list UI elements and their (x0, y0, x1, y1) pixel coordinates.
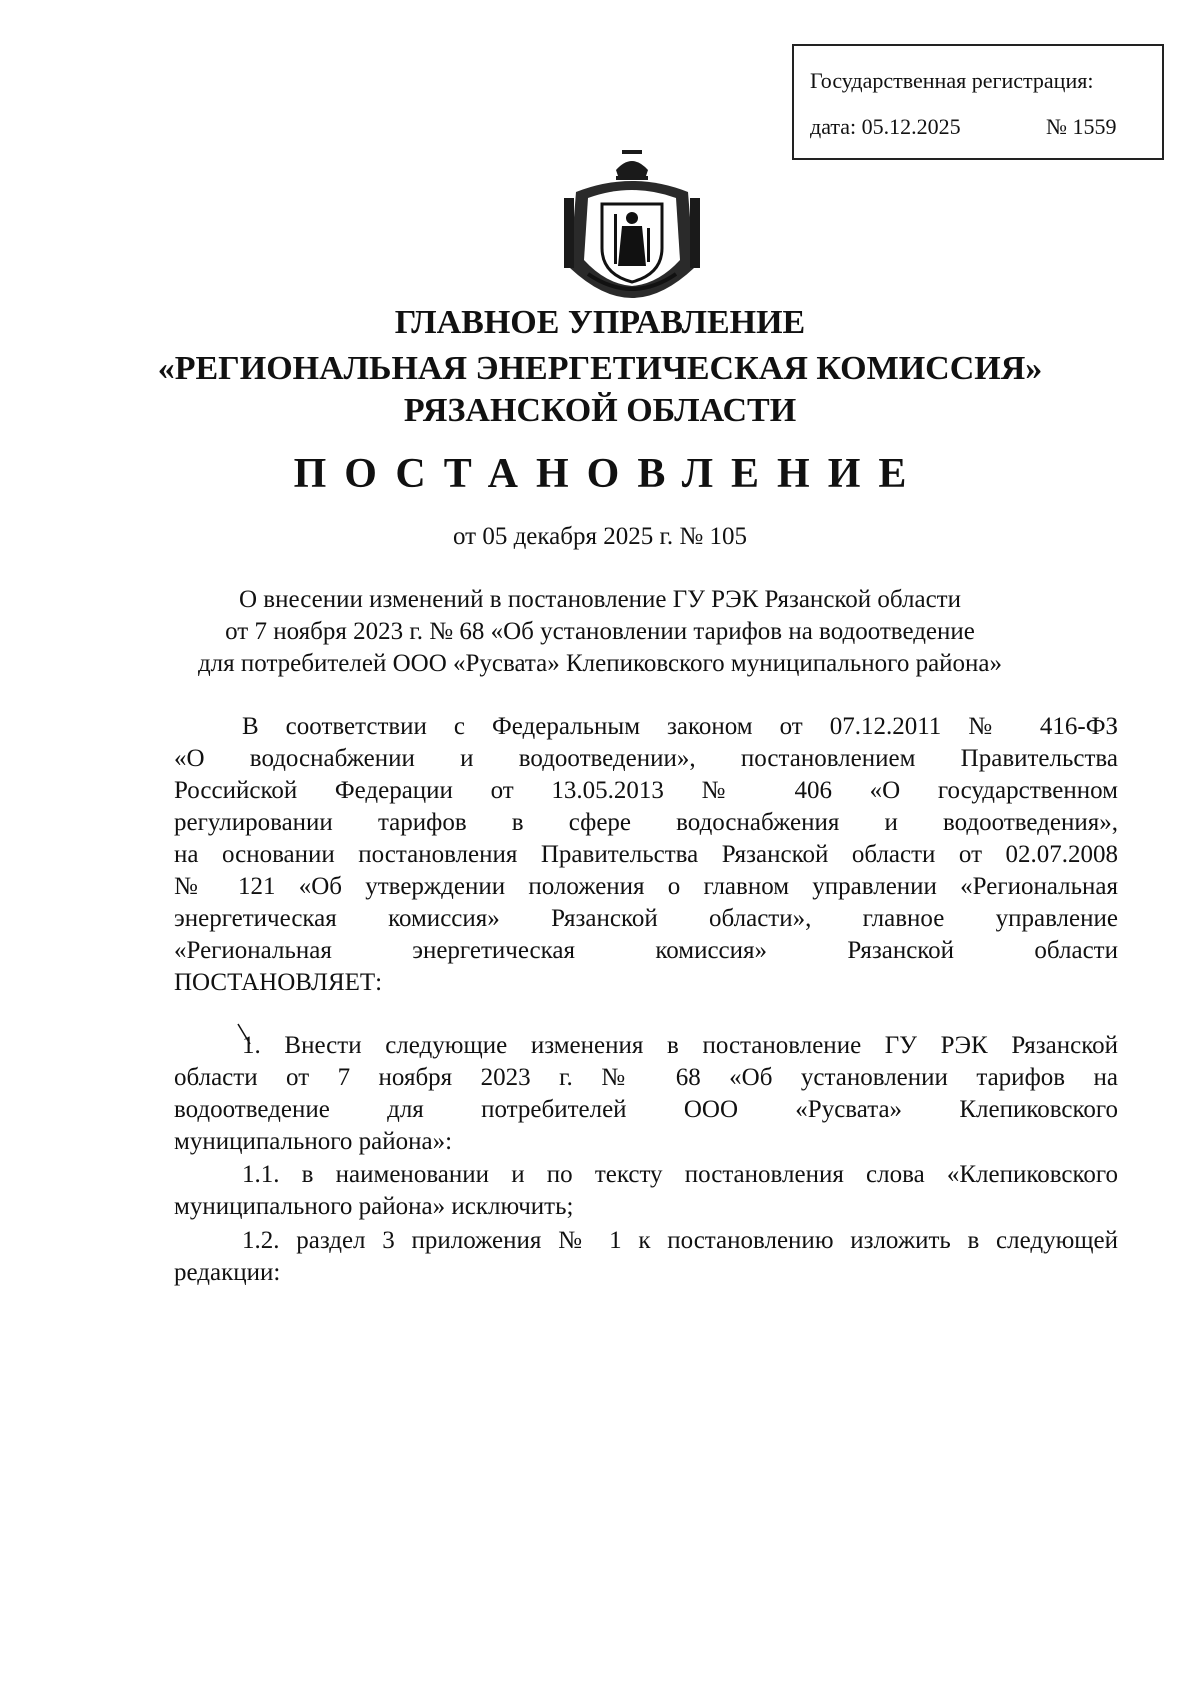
preamble-line: № 121 «Об утверждении положения о главном управлении «Региональная (174, 873, 1118, 900)
preamble-line: ПОСТАНОВЛЯЕТ: (174, 969, 383, 996)
clause-line: муниципального района» исключить; (174, 1193, 574, 1220)
decree-date-number: от 05 декабря 2025 г. № 105 (452, 523, 748, 550)
preamble-line: «О водоснабжении и водоотведении», постановлением Правительства (174, 745, 1118, 772)
registration-title: Государственная регистрация: (810, 68, 1094, 93)
clause-line: редакции: (174, 1259, 281, 1286)
document-type-heading: ПОСТАНОВЛЕНИЕ (293, 451, 925, 497)
clause-line: области от 7 ноября 2023 г. № 68 «Об установлении тарифов на (174, 1064, 1118, 1091)
subject-line: от 7 ноября 2023 г. № 68 «Об установлении тарифов на водоотведение (225, 618, 975, 645)
preamble-line: регулировании тарифов в сфере водоснабжения и водоотведения», (174, 809, 1118, 836)
clause-line: водоотведение для потребителей ООО «Русвата» Клепиковского (174, 1096, 1118, 1123)
ryazan-coat-of-arms-icon (558, 148, 706, 300)
organization-line-1: ГЛАВНОЕ УПРАВЛЕНИЕ (394, 304, 806, 341)
clause-line: 1.1. в наименовании и по тексту постановления слова «Клепиковского (242, 1161, 1118, 1188)
preamble-line: «Региональная энергетическая комиссия» Рязанской области (174, 937, 1118, 964)
preamble-line: В соответствии с Федеральным законом от 07.12.2011 № 416-ФЗ (242, 713, 1118, 740)
organization-line-3: РЯЗАНСКОЙ ОБЛАСТИ (403, 392, 797, 429)
clause-line: муниципального района»: (174, 1128, 453, 1155)
registration-date: дата: 05.12.2025 (810, 114, 961, 139)
organization-line-2: «РЕГИОНАЛЬНАЯ ЭНЕРГЕТИЧЕСКАЯ КОМИССИЯ» (157, 350, 1043, 387)
preamble-line: на основании постановления Правительства Рязанской области от 02.07.2008 (174, 841, 1118, 868)
preamble-line: Российской Федерации от 13.05.2013 № 406 «О государственном (174, 777, 1118, 804)
clause-line: 1.2. раздел 3 приложения № 1 к постановлению изложить в следующей (242, 1227, 1118, 1254)
clause-line: 1. Внести следующие изменения в постановление ГУ РЭК Рязанской (242, 1032, 1118, 1059)
registration-box (792, 44, 1164, 160)
preamble-line: энергетическая комиссия» Рязанской области», главное управление (174, 905, 1118, 932)
subject-line: О внесении изменений в постановление ГУ РЭК Рязанской области (239, 586, 961, 613)
registration-number: № 1559 (1046, 114, 1117, 139)
subject-line: для потребителей ООО «Русвата» Клепиковского муниципального района» (197, 650, 1003, 677)
